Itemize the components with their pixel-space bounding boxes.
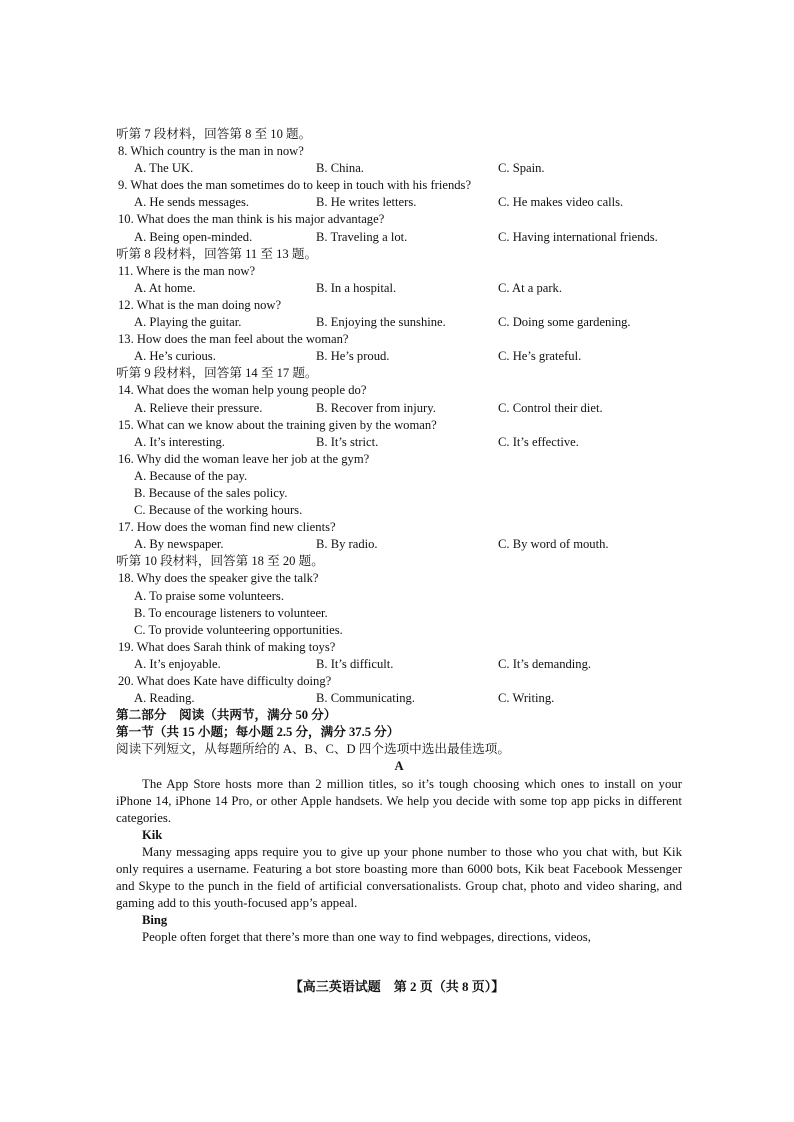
answer-option: B. It’s difficult.: [316, 656, 394, 671]
question-text: How does the woman find new clients?: [136, 520, 336, 535]
question-stem: [116, 382, 682, 399]
reading-instruction: 阅读下列短文，从每题所给的 A、B、C、D 四个选项中选出最佳选项。: [116, 742, 510, 757]
app-title-bing: Bing: [142, 913, 168, 928]
answer-option: C. Control their diet.: [498, 400, 603, 415]
option-row: [116, 434, 682, 451]
answer-option: B. By radio.: [316, 537, 378, 552]
question-number: 11.: [118, 263, 134, 278]
answer-option: A. It’s enjoyable.: [134, 656, 221, 671]
answer-option: A. He’s curious.: [134, 349, 216, 364]
passage-intro: The App Store hosts more than 2 million titles, so it’s tough choosing which ones to install on your iPhone 14, iPhone 14 Pro, or other Apple handsets. We help you decide with some top app picks in different categories.: [116, 776, 682, 825]
option-row: [116, 690, 682, 707]
answer-option: C. Doing some gardening.: [498, 315, 631, 330]
question-text: What does Kate have difficulty doing?: [136, 674, 332, 688]
question-number: 10.: [118, 212, 134, 227]
listening-instruction: 听第 9 段材料，回答第 14 至 17 题。: [116, 366, 318, 381]
option-row: [116, 348, 682, 365]
question-text: How does the man feel about the woman?: [136, 332, 349, 347]
question-number: 15.: [118, 417, 134, 432]
answer-option: C. Spain.: [498, 161, 545, 176]
question-stem: [116, 519, 682, 536]
question-text: What can we know about the training given by the woman?: [136, 417, 437, 432]
page-content: [116, 126, 682, 947]
question-stem: [116, 639, 682, 656]
question-number: 13.: [118, 332, 134, 347]
question-text: Where is the man now?: [136, 263, 256, 278]
answer-option: A. To praise some volunteers.: [134, 588, 284, 603]
question-stem: [116, 673, 682, 690]
answer-option: B. It’s strict.: [316, 434, 379, 449]
question-stem: [116, 177, 682, 194]
question-stem: [116, 263, 682, 280]
question-stem: [116, 297, 682, 314]
question-number: 14.: [118, 383, 134, 398]
app-description-bing: People often forget that there’s more than one way to find webpages, directions, videos,: [142, 930, 591, 945]
answer-option: A. He sends messages.: [134, 195, 250, 210]
answer-option: B. Recover from injury.: [316, 400, 436, 415]
question-text: What does the woman help young people do?: [136, 383, 367, 398]
answer-option: C. It’s demanding.: [498, 656, 592, 671]
answer-option: B. Enjoying the sunshine.: [316, 315, 446, 330]
footer-text: 【高三英语试题 第 2 页（共 8 页）】: [289, 979, 505, 994]
question-number: 17.: [118, 520, 134, 535]
question-stem: [116, 451, 682, 468]
option-row: [116, 400, 682, 417]
question-stem: [116, 143, 682, 160]
answer-option: C. To provide volunteering opportunities.: [134, 622, 343, 637]
question-stem: [116, 417, 682, 434]
option-row: [116, 229, 682, 246]
option-row: [116, 536, 682, 553]
question-number: 8.: [118, 144, 128, 159]
option-row: [116, 656, 682, 673]
question-stem: [116, 331, 682, 348]
question-number: 9.: [118, 178, 128, 193]
listening-instruction: 听第 7 段材料，回答第 8 至 10 题。: [116, 127, 312, 141]
option-row: [116, 160, 682, 177]
option-row: [116, 314, 682, 331]
answer-option: C. At a park.: [498, 280, 563, 295]
answer-option: A. Because of the pay.: [134, 468, 248, 483]
answer-option: C. Writing.: [498, 691, 555, 706]
question-text: What does Sarah think of making toys?: [136, 639, 336, 654]
question-number: 19.: [118, 639, 134, 654]
passage-letter: A: [394, 759, 404, 774]
answer-option: B. He’s proud.: [316, 349, 390, 364]
question-number: 18.: [118, 571, 134, 586]
answer-option: A. The UK.: [134, 161, 194, 176]
question-text: Which country is the man in now?: [130, 144, 304, 159]
listening-instruction: 听第 8 段材料，回答第 11 至 13 题。: [116, 246, 318, 261]
answer-option: B. Communicating.: [316, 691, 415, 706]
answer-option: C. Because of the working hours.: [134, 503, 303, 518]
answer-option: C. He’s grateful.: [498, 349, 582, 364]
question-text: Why does the speaker give the talk?: [136, 571, 319, 586]
option-row: [116, 280, 682, 297]
answer-option: B. To encourage listeners to volunteer.: [134, 605, 328, 620]
question-text: Why did the woman leave her job at the gym?: [136, 451, 370, 466]
part-heading: 第二部分 阅读（共两节，满分 50 分）: [116, 708, 337, 723]
question-text: What is the man doing now?: [136, 297, 282, 312]
listening-instruction: 听第 10 段材料，回答第 18 至 20 题。: [116, 554, 324, 569]
question-number: 12.: [118, 297, 134, 312]
page-footer: [0, 976, 794, 995]
question-number: 20.: [118, 674, 134, 688]
question-number: 16.: [118, 451, 134, 466]
answer-option: B. Because of the sales policy.: [134, 485, 288, 500]
option-row: [116, 194, 682, 211]
question-stem: [116, 570, 682, 587]
question-stem: [116, 211, 682, 228]
answer-option: B. In a hospital.: [316, 280, 397, 295]
answer-option: B. Traveling a lot.: [316, 229, 408, 244]
answer-option: C. It’s effective.: [498, 434, 579, 449]
section-heading: 第一节（共 15 小题；每小题 2.5 分，满分 37.5 分）: [116, 725, 400, 740]
answer-option: A. Relieve their pressure.: [134, 400, 263, 415]
app-title-kik: Kik: [142, 827, 163, 842]
answer-option: C. By word of mouth.: [498, 537, 609, 552]
answer-option: B. He writes letters.: [316, 195, 417, 210]
answer-option: C. Having international friends.: [498, 229, 658, 244]
question-text: What does the man think is his major advantage?: [136, 212, 385, 227]
app-description-kik: Many messaging apps require you to give up your phone number to those who you chat with, but Kik only requires a username. Featuring a bot store boasting more than 6000 bots, Kik beat Facebook Messenger and Skype to the punch in the field of artificial conversationalists. Group chat, photo and video sharing, and gaming add to this youth-focused app’s appeal.: [116, 844, 682, 911]
question-text: What does the man sometimes do to keep in touch with his friends?: [130, 178, 472, 193]
answer-option: A. At home.: [134, 280, 196, 295]
answer-option: C. He makes video calls.: [498, 195, 624, 210]
answer-option: A. By newspaper.: [134, 537, 224, 552]
answer-option: A. Being open-minded.: [134, 229, 253, 244]
answer-option: A. Playing the guitar.: [134, 315, 242, 330]
answer-option: B. China.: [316, 161, 364, 176]
answer-option: A. Reading.: [134, 691, 195, 706]
answer-option: A. It’s interesting.: [134, 434, 225, 449]
